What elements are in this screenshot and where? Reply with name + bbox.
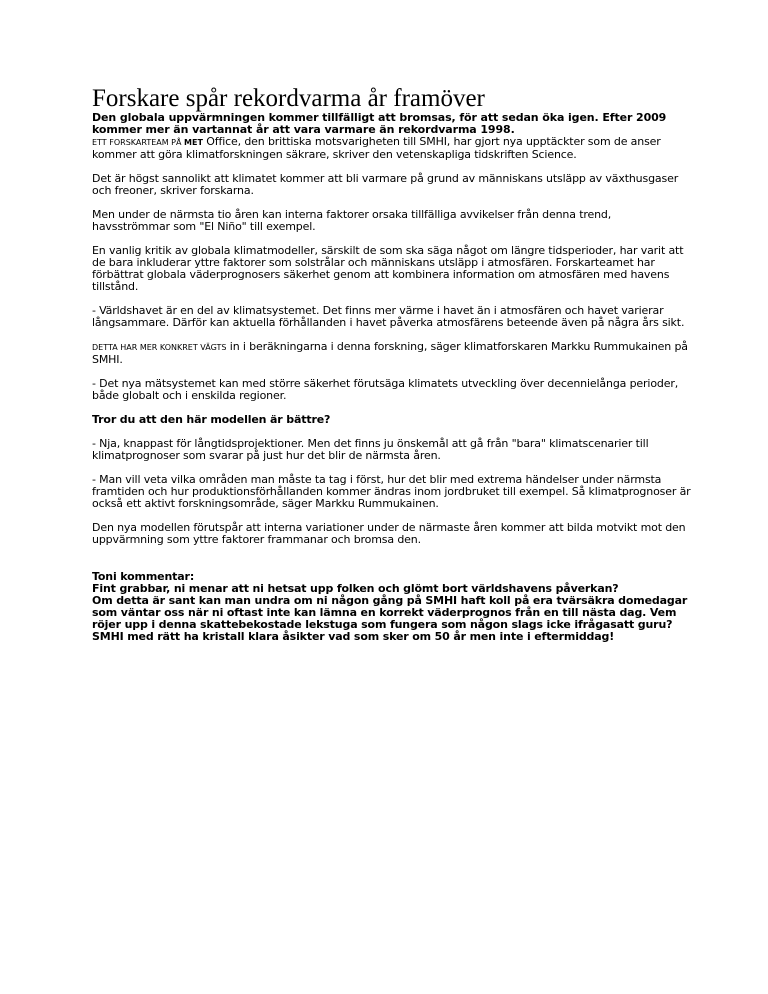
document-page [92, 86, 692, 643]
paragraph-1-caps-text: ETT FORSKARTEAM PÅ [92, 138, 185, 147]
paragraph-1-rest: Office, den brittiska motsvarigheten till SMHI, har gjort nya upptäckter som de anser kommer att göra klimatforskningen säkrare, skriver den vetenskapliga tidskriften Science. [92, 135, 661, 161]
paragraph-6 [92, 341, 692, 366]
paragraph-5: - Världshavet är en del av klimatsystemet. Det finns mer värme i havet än i atmosfären och havet varierar långsammare. Därför kan aktuella förhållanden i havet påverka atmosfärens beteende även på några års sikt. [92, 304, 685, 329]
interview-question: Tror du att den här modellen är bättre? [92, 413, 331, 426]
paragraph-9: - Man vill veta vilka områden man måste ta tag i först, hur det blir med extrema händelser under närmsta framtiden och hur produktionsförhållanden kommer ändras inom jordbruket till exempel. Så klimatprognoser är också ett aktivt forskningsområde, säger Markku Rummukainen. [92, 473, 691, 510]
paragraph-10: Den nya modellen förutspår att interna variationer under de närmaste åren kommer att bilda motvikt mot den uppvärmning som yttre faktorer frammanar och bromsa den. [92, 521, 686, 546]
comment-line-2: Om detta är sant kan man undra om ni någon gång på SMHI haft koll på era tvärsäkra domedagar som väntar oss när ni oftast inte kan lämna en korrekt väderprognos från en till nästa dag. Vem röjer upp i denna skattebekostade lekstuga som fungera som någon slags icke ifrågasatt guru? SMHI med rätt ha kristall klara åsikter vad som sker om 50 år men inte i eftermiddag! [92, 594, 688, 643]
paragraph-1 [92, 136, 692, 161]
paragraph-1-caps-bold: MET [184, 138, 203, 147]
paragraph-2: Det är högst sannolikt att klimatet kommer att bli varmare på grund av människans utsläpp av växthusgaser och freoner, skriver forskarna. [92, 172, 679, 197]
paragraph-1-caps [92, 138, 203, 147]
article-title: Forskare spår rekordvarma år framöver [92, 85, 485, 112]
comment-heading: Toni kommentar: [92, 570, 195, 583]
paragraph-6-caps: DETTA HAR MER KONKRET VÄGTS [92, 343, 227, 352]
paragraph-4: En vanlig kritik av globala klimatmodeller, särskilt de som ska säga något om längre tidsperioder, har varit att de bara inkluderar yttre faktorer som solstrålar och människans utsläpp i atmosfären. Forskarteamet har förbättrat globala väderprognosers säkerhet genom att kombinera information om atmosfären med havens tillstånd. [92, 244, 684, 293]
comment-line-1: Fint grabbar, ni menar att ni hetsat upp folken och glömt bort världshavens påverkan? [92, 582, 619, 595]
comment-block [92, 571, 692, 643]
article-lead: Den globala uppvärmningen kommer tillfälligt att bromsas, för att sedan öka igen. Efter 2009 kommer mer än vartannat år att vara varmare än rekordvarma 1998. [92, 111, 667, 136]
paragraph-8: - Nja, knappast för långtidsprojektioner. Men det finns ju önskemål att gå från "bara" klimatscenarier till klimatprognoser som svarar på just hur det blir de närmsta åren. [92, 437, 649, 462]
paragraph-3: Men under de närmsta tio åren kan interna faktorer orsaka tillfälliga avvikelser från denna trend, havsströmmar som "El Niño" till exempel. [92, 208, 612, 233]
paragraph-7: - Det nya mätsystemet kan med större säkerhet förutsäga klimatets utveckling över decennielånga perioder, både globalt och i enskilda regioner. [92, 377, 679, 402]
paragraph-6-rest: in i beräkningarna i denna forskning, säger klimatforskaren Markku Rummukainen på SMHI. [92, 340, 688, 366]
